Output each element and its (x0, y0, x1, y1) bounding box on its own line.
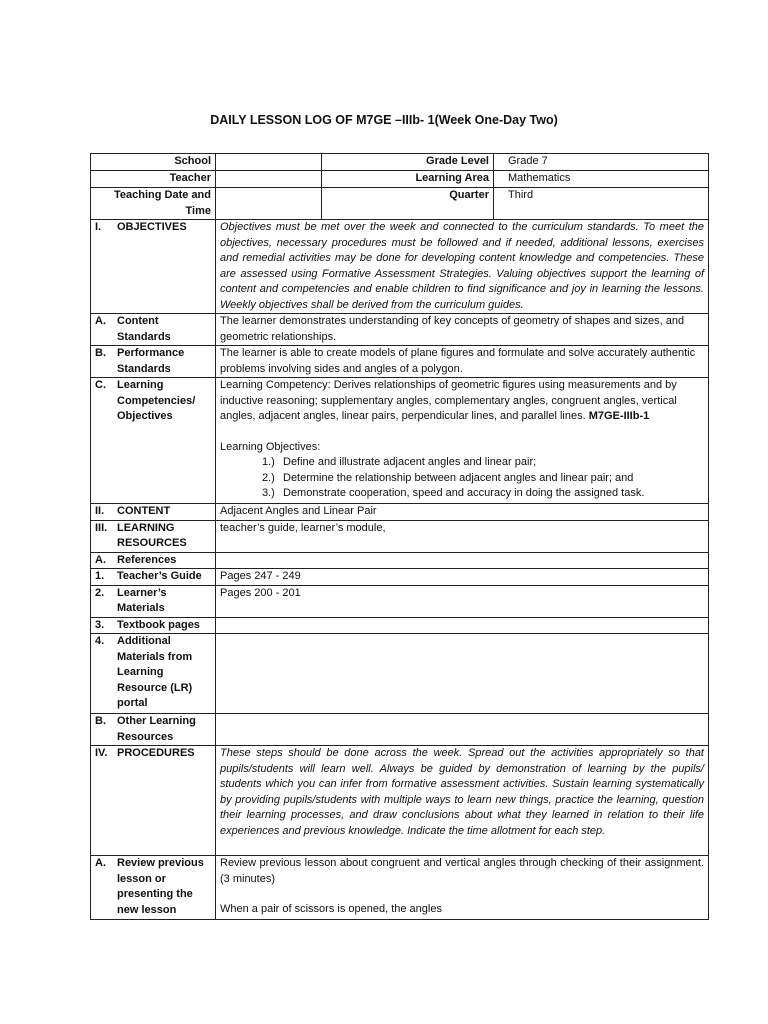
list-item-text: Define and illustrate adjacent angles and linear pair; (283, 456, 537, 468)
list-item-num: 1.) (262, 456, 275, 468)
content-label (91, 504, 216, 521)
procedures-label-text: PROCEDURES (117, 747, 195, 759)
procedures-num: IV. (95, 747, 108, 759)
content-text: Adjacent Angles and Linear Pair (216, 504, 709, 521)
performance-standards-text: The learner is able to create models of plane figures and formulate and solve accurately authentic problems involving sides and angles of a polygon. (216, 346, 709, 378)
learners-materials-num: 2. (95, 586, 105, 599)
objectives-num: I. (95, 221, 102, 233)
learning-objectives-list (220, 455, 704, 502)
procedures-text: These steps should be done across the week. Spread out the activities appropriately so that pupils/students will learn well. Always be guided by demonstration of learning by the pupils/ students which you can infer from formative assessment activities. Sustain learning systematically by providing pupils/students with multiple ways to learn new things, practice the learning, question their learning processes, and draw conclusions about what they learned in relation to their life experiences and previous knowledge. Indicate the time allotment for each step. (216, 746, 709, 856)
other-resources-text (216, 714, 709, 746)
content-standards-label-text: Content Standards (117, 315, 171, 343)
learners-materials-label-text: Learner’s Materials (117, 586, 167, 614)
performance-standards-row (91, 346, 709, 378)
competencies-num: C. (95, 379, 106, 391)
references-text (216, 552, 709, 569)
textbook-pages-text (216, 617, 709, 634)
review-row (91, 856, 709, 920)
teacher-row (91, 171, 709, 188)
teachers-guide-text: Pages 247 - 249 (216, 569, 709, 586)
content-standards-label (91, 314, 216, 346)
references-label-text: References (117, 553, 177, 566)
date-row (91, 188, 709, 220)
learning-resources-num: III. (95, 521, 108, 534)
list-item (262, 455, 704, 471)
teaching-date-label: Teaching Date and Time (91, 188, 216, 220)
content-standards-num: A. (95, 315, 106, 327)
review-cell (216, 856, 709, 920)
additional-materials-label-text: Additional Materials from Learning Resource (LR) portal (117, 635, 193, 709)
review-label (91, 856, 216, 920)
additional-materials-label (91, 634, 216, 714)
learners-materials-text: Pages 200 - 201 (216, 585, 709, 617)
learning-area-label: Learning Area (322, 171, 494, 188)
quarter-value: Third (494, 188, 709, 220)
competencies-row (91, 378, 709, 504)
textbook-pages-row (91, 617, 709, 634)
performance-standards-label (91, 346, 216, 378)
performance-standards-num: B. (95, 347, 106, 359)
competencies-label (91, 378, 216, 504)
review-label-text: Review previous lesson or presenting the new lesson (117, 857, 204, 916)
learning-resources-label (91, 520, 216, 552)
other-resources-row (91, 714, 709, 746)
objectives-text: Objectives must be met over the week and connected to the curriculum standards. To meet the objectives, necessary procedures must be followed and if needed, additional lessons, exercises and remedial activities may be done for developing content knowledge and competencies. These are assessed using Formative Assessment Strategies. Valuing objectives support the learning of content and competencies and enable children to find significance and joy in learning the lessons. Weekly objectives shall be derived from the curriculum guides. (216, 220, 709, 314)
review-num: A. (95, 857, 106, 869)
lesson-log-table (90, 153, 709, 920)
additional-materials-row (91, 634, 709, 714)
list-item-num: 3.) (262, 487, 275, 499)
grade-level-label: Grade Level (322, 154, 494, 171)
teachers-guide-num: 1. (95, 570, 105, 582)
learning-area-value: Mathematics (494, 171, 709, 188)
review-text-continued: When a pair of scissors is opened, the angles (220, 903, 442, 915)
list-item (262, 486, 704, 502)
learning-objectives-heading: Learning Objectives: (220, 440, 321, 453)
content-row (91, 504, 709, 521)
competency-text: Learning Competency: Derives relationships of geometric figures using measurements and by inductive reasoning; supplementary angles, complementary angles, congruent angles, vertical angles, adjacent angles, linear pairs, perpendicular lines, and parallel lines. (220, 379, 677, 422)
learners-materials-label (91, 585, 216, 617)
procedures-row (91, 746, 709, 856)
procedures-label (91, 746, 216, 856)
other-resources-num: B. (95, 715, 106, 727)
content-label-text: CONTENT (117, 505, 171, 517)
list-item-num: 2.) (262, 471, 275, 484)
objectives-label-text: OBJECTIVES (117, 221, 187, 233)
learning-resources-text: teacher’s guide, learner’s module, (216, 520, 709, 552)
content-standards-text: The learner demonstrates understanding of key concepts of geometry of shapes and sizes, and geometric relationships. (216, 314, 709, 346)
list-item-text: Determine the relationship between adjacent angles and linear pair; and (283, 471, 634, 484)
teacher-label: Teacher (91, 171, 216, 188)
school-row (91, 154, 709, 171)
page-title: DAILY LESSON LOG OF M7GE –IIIb- 1(Week One-Day Two) (210, 113, 558, 127)
textbook-pages-label-text: Textbook pages (117, 618, 200, 631)
competency-paragraph (220, 378, 704, 425)
performance-standards-label-text: Performance Standards (117, 347, 185, 375)
additional-materials-text (216, 634, 709, 714)
school-value (216, 154, 322, 171)
additional-materials-num: 4. (95, 635, 105, 647)
teachers-guide-label-text: Teacher’s Guide (117, 570, 202, 582)
textbook-pages-label (91, 617, 216, 634)
learning-resources-row (91, 520, 709, 552)
learning-resources-label-text: LEARNING RESOURCES (117, 521, 187, 549)
content-num: II. (95, 505, 105, 517)
teachers-guide-label (91, 569, 216, 586)
school-label: School (91, 154, 216, 171)
references-num: A. (95, 553, 106, 566)
textbook-pages-num: 3. (95, 618, 105, 631)
review-text: Review previous lesson about congruent and vertical angles through checking of their assignment. (3 minutes) (220, 857, 704, 885)
teacher-value (216, 171, 322, 188)
content-standards-row (91, 314, 709, 346)
other-resources-label (91, 714, 216, 746)
objectives-row (91, 220, 709, 314)
objectives-label (91, 220, 216, 314)
other-resources-label-text: Other Learning Resources (117, 715, 196, 743)
teachers-guide-row (91, 569, 709, 586)
references-label (91, 552, 216, 569)
grade-level-value: Grade 7 (494, 154, 709, 171)
list-item-text: Demonstrate cooperation, speed and accuracy in doing the assigned task. (283, 487, 645, 499)
competency-code: M7GE-IIIb-1 (588, 410, 650, 422)
list-item (262, 471, 704, 487)
learners-materials-row (91, 585, 709, 617)
references-row (91, 552, 709, 569)
teaching-date-value (216, 188, 322, 220)
quarter-label: Quarter (322, 188, 494, 220)
competencies-label-text: Learning Competencies/ Objectives (117, 379, 196, 422)
competencies-cell (216, 378, 709, 504)
